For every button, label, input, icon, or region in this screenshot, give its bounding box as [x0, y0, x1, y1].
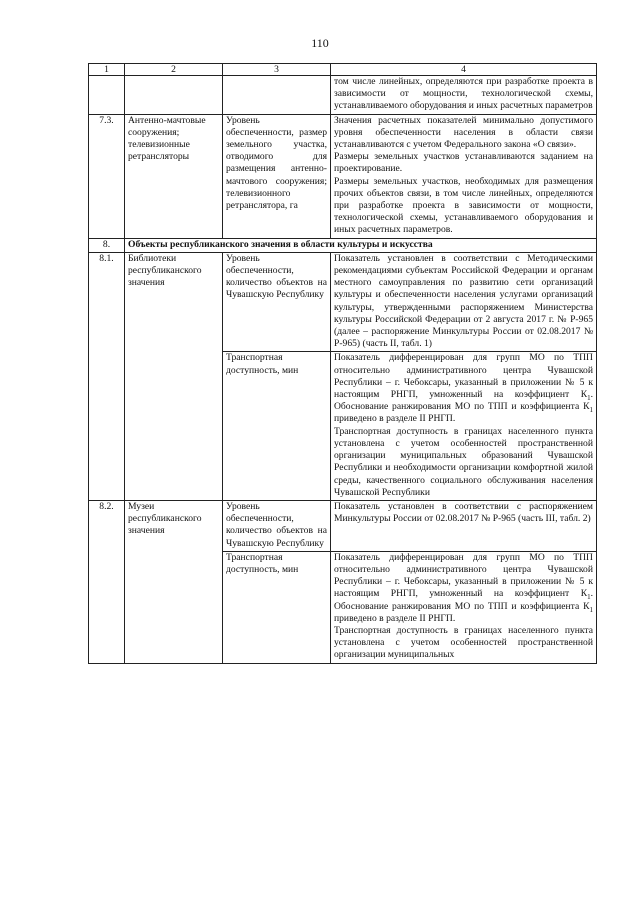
paragraph: Показатель дифференцирован для групп МО по ТПП относительно административного центра Чувашской Республики – г. Чебоксары, указанный в приложении № 5 к настоящим РНГП, умноженный на коэффициент $К_1$. Обоснование ранжирования МО по ТПП и коэффициента $К_1$ приведено в разделе II РНГП.: [334, 352, 593, 425]
section-number: 8.: [89, 238, 125, 252]
indicator-name: Уровень обеспеченности, количество объектов на Чувашскую Республику: [223, 500, 331, 551]
paragraph: Транспортная доступность в границах населенного пункта установлена с учетом особенностей пространственной организации муниципальных: [334, 624, 593, 661]
indicator-name: Транспортная доступность, мин: [223, 352, 331, 500]
section-title: Объекты республиканского значения в области культуры и искусства: [125, 238, 597, 252]
indicator-name: Уровень обеспеченности, количество объектов на Чувашскую Республику: [223, 252, 331, 352]
table-header-row: [89, 64, 597, 76]
table-row-8-2-a: [89, 500, 597, 551]
header-cell-4: 4: [331, 64, 597, 76]
page-number: 110: [311, 36, 329, 50]
row-number: 8.2.: [89, 500, 125, 663]
row-number: 8.1.: [89, 252, 125, 500]
paragraph: Размеры земельных участков устанавливаются заданием на проектирование.: [334, 151, 593, 175]
table-row-7-3: [89, 114, 597, 238]
header-cell-3: 3: [223, 64, 331, 76]
header-cell-1: 1: [89, 64, 125, 76]
table-row-continuation: [89, 76, 597, 115]
paragraph: Транспортная доступность в границах населенного пункта установлена с учетом особенностей пространственной организации муниципальных образований Чувашской Республики и необходимости организации комфортной жилой среды, качественного социального обслуживания населения Чувашской Республики: [334, 425, 593, 498]
paragraph: Показатель дифференцирован для групп МО по ТПП относительно административного центра Чувашской Республики – г. Чебоксары, указанный в приложении № 5 к настоящим РНГП, умноженный на коэффициент $К_1$. Обоснование ранжирования МО по ТПП и коэффициента $К_1$ приведено в разделе II РНГП.: [334, 551, 593, 624]
object-name: Антенно-мачтовые сооружения; телевизионные ретрансляторы: [125, 114, 223, 238]
section-row-8: [89, 238, 597, 252]
norms-table: [88, 63, 597, 664]
indicator-value: Показатель установлен в соответствии с распоряжением Минкультуры России от 02.08.2017 № Р-965 (часть III, табл. 2): [331, 500, 597, 551]
continuation-text: том числе линейных, определяются при разработке проекта в зависимости от мощности, технологической схемы, устанавливаемого оборудования и иных расчетных параметров: [331, 76, 597, 115]
indicator-value: [331, 551, 597, 663]
table-row-8-1-a: [89, 252, 597, 352]
row-number: 7.3.: [89, 114, 125, 238]
indicator-value: Показатель установлен в соответствии с Методическими рекомендациями субъектам Российской Федерации и органам местного самоуправления по развитию сети организаций культуры и обеспеченности населения услугами организаций культуры, утвержденными распоряжением Министерства культуры Российской Федерации от 2 августа 2017 г. № Р-965 (далее – распоряжение Минкультуры России от 02.08.2017 № Р-965) (часть II, табл. 1): [331, 252, 597, 352]
header-cell-2: 2: [125, 64, 223, 76]
indicator-name: Транспортная доступность, мин: [223, 551, 331, 663]
object-name: Библиотеки республиканского значения: [125, 252, 223, 500]
paragraph: Значения расчетных показателей минимально допустимого уровня обеспеченности населения в области связи устанавливаются с учетом Федерального закона «О связи».: [334, 114, 593, 151]
object-name: Музеи республиканского значения: [125, 500, 223, 663]
indicator-name: Уровень обеспеченности, размер земельного участка, отводимого для размещения антенно-мачтового сооружения; телевизионного ретранслятора, га: [223, 114, 331, 238]
indicator-value: [331, 352, 597, 500]
indicator-value: [331, 114, 597, 238]
paragraph: Размеры земельных участков, необходимых для размещения прочих объектов связи, в том числе линейных, определяются при разработке проекта в зависимости от мощности, технологической схемы, устанавливаемого оборудования и иных расчетных параметров.: [334, 175, 593, 236]
